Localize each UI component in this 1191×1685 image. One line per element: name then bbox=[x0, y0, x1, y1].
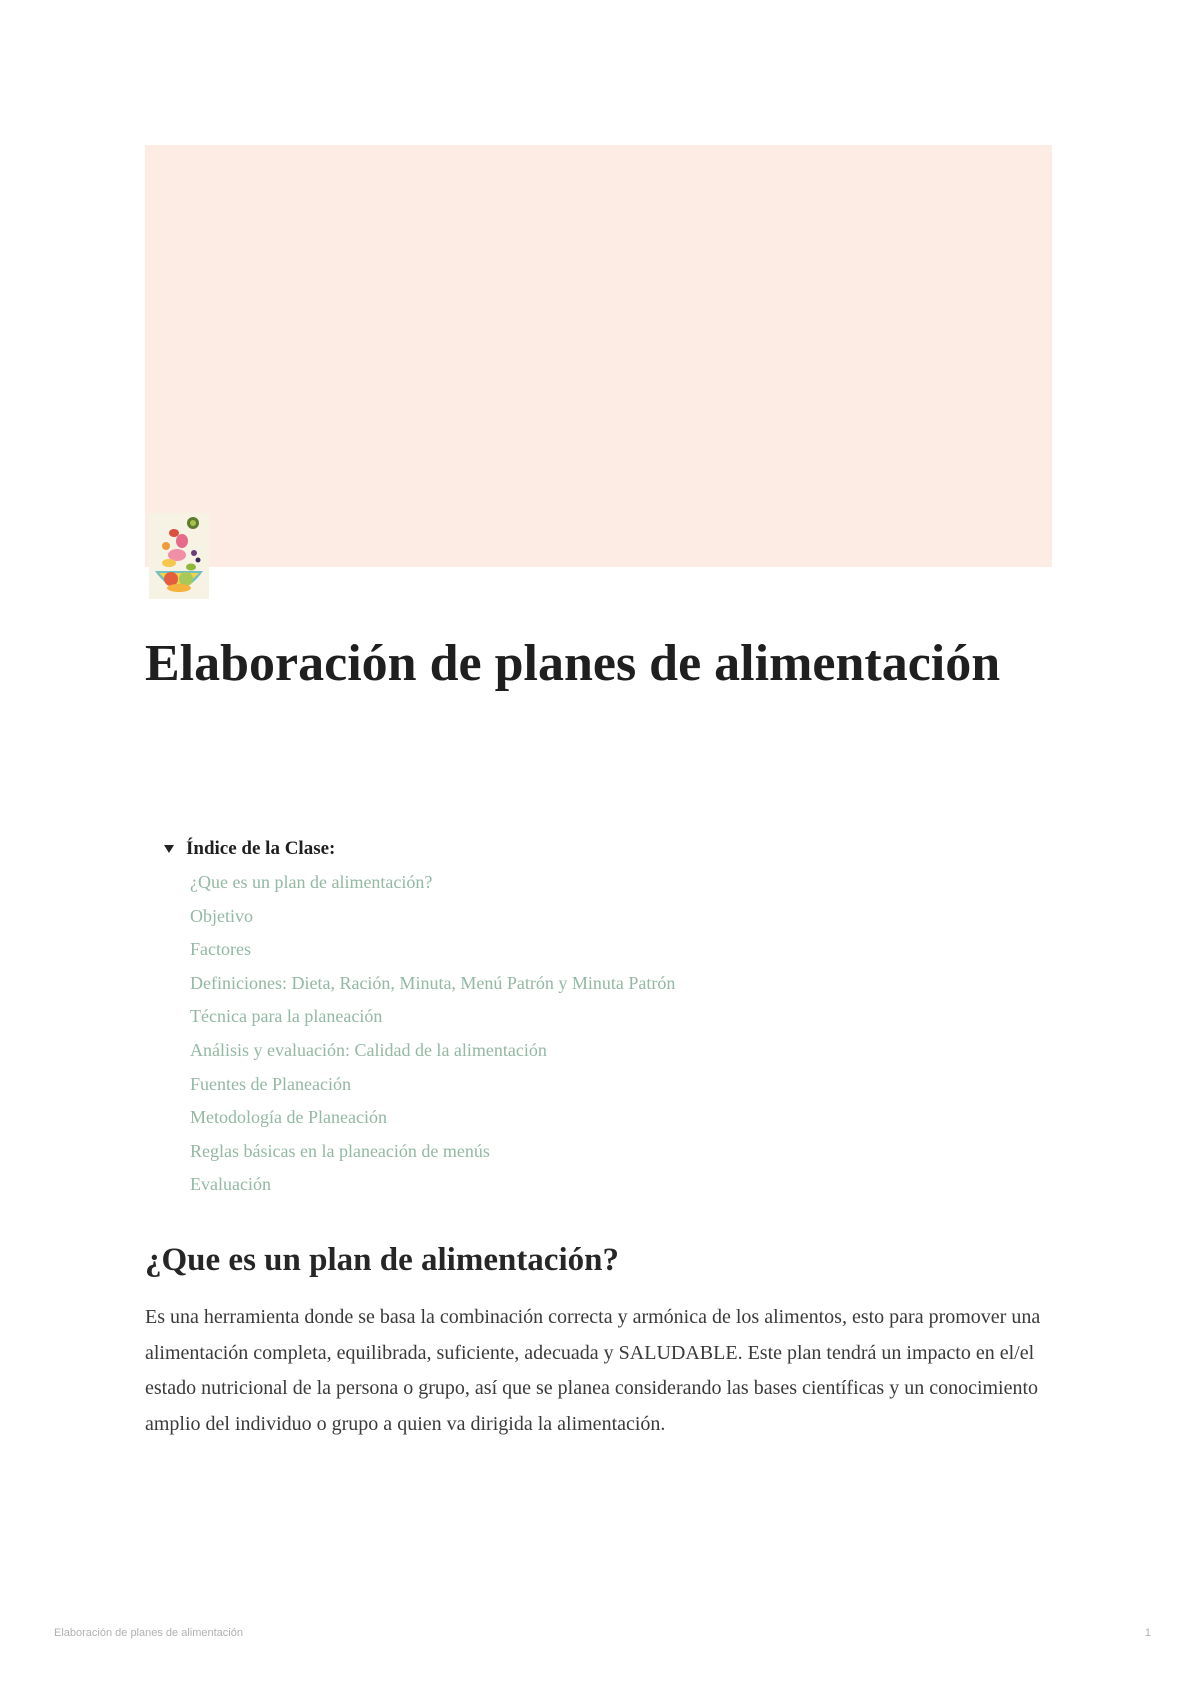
toc-link-definiciones[interactable]: Definiciones: Dieta, Ración, Minuta, Menú Patrón y Minuta Patrón bbox=[190, 972, 676, 993]
page-title: Elaboración de planes de alimentación bbox=[145, 635, 1001, 692]
fruit-bowl-icon bbox=[149, 513, 209, 599]
table-of-contents bbox=[162, 832, 1022, 1202]
toc-item bbox=[190, 1000, 1022, 1034]
toc-item bbox=[190, 967, 1022, 1001]
toc-item bbox=[190, 1034, 1022, 1068]
toc-link-evaluacion[interactable]: Evaluación bbox=[190, 1174, 271, 1195]
toc-link-que-es[interactable]: ¿Que es un plan de alimentación? bbox=[190, 872, 433, 892]
toc-link-factores[interactable]: Factores bbox=[190, 939, 251, 960]
toc-link-fuentes[interactable]: Fuentes de Planeación bbox=[190, 1073, 351, 1094]
toc-item bbox=[190, 1168, 1022, 1202]
toc-link-analisis[interactable]: Análisis y evaluación: Calidad de la alimentación bbox=[190, 1039, 547, 1060]
toc-item bbox=[190, 1135, 1022, 1169]
toc-toggle-label: Índice de la Clase: bbox=[186, 838, 336, 859]
section-heading: ¿Que es un plan de alimentación? bbox=[145, 1242, 619, 1278]
toc-link-metodologia[interactable]: Metodología de Planeación bbox=[190, 1107, 387, 1128]
page-number: 1 bbox=[1144, 1627, 1151, 1639]
toc-item bbox=[190, 1101, 1022, 1135]
toc-toggle[interactable] bbox=[162, 832, 1022, 866]
cover-banner bbox=[145, 145, 1052, 567]
toc-item bbox=[190, 900, 1022, 934]
toc-link-tecnica[interactable]: Técnica para la planeación bbox=[190, 1006, 383, 1027]
toc-item bbox=[190, 933, 1022, 967]
footer-title: Elaboración de planes de alimentación bbox=[54, 1627, 243, 1639]
toc-link-objetivo[interactable]: Objetivo bbox=[190, 905, 253, 926]
section-body: Es una herramienta donde se basa la combinación correcta y armónica de los alimentos, esto para promover una alimentación completa, equilibrada, suficiente, adecuada y SALUDABLE. Este plan tendrá un impacto en el/el estado nutricional de la persona o grupo, así que se planea considerando las bases científicas y un conocimiento amplio del individuo o grupo a quien va dirigida la alimentación. bbox=[145, 1306, 1041, 1435]
toc-item bbox=[190, 866, 1022, 900]
triangle-down-icon[interactable] bbox=[164, 845, 174, 853]
toc-item bbox=[190, 1068, 1022, 1102]
toc-list bbox=[162, 866, 1022, 1202]
toc-link-reglas[interactable]: Reglas básicas en la planeación de menús bbox=[190, 1140, 490, 1161]
